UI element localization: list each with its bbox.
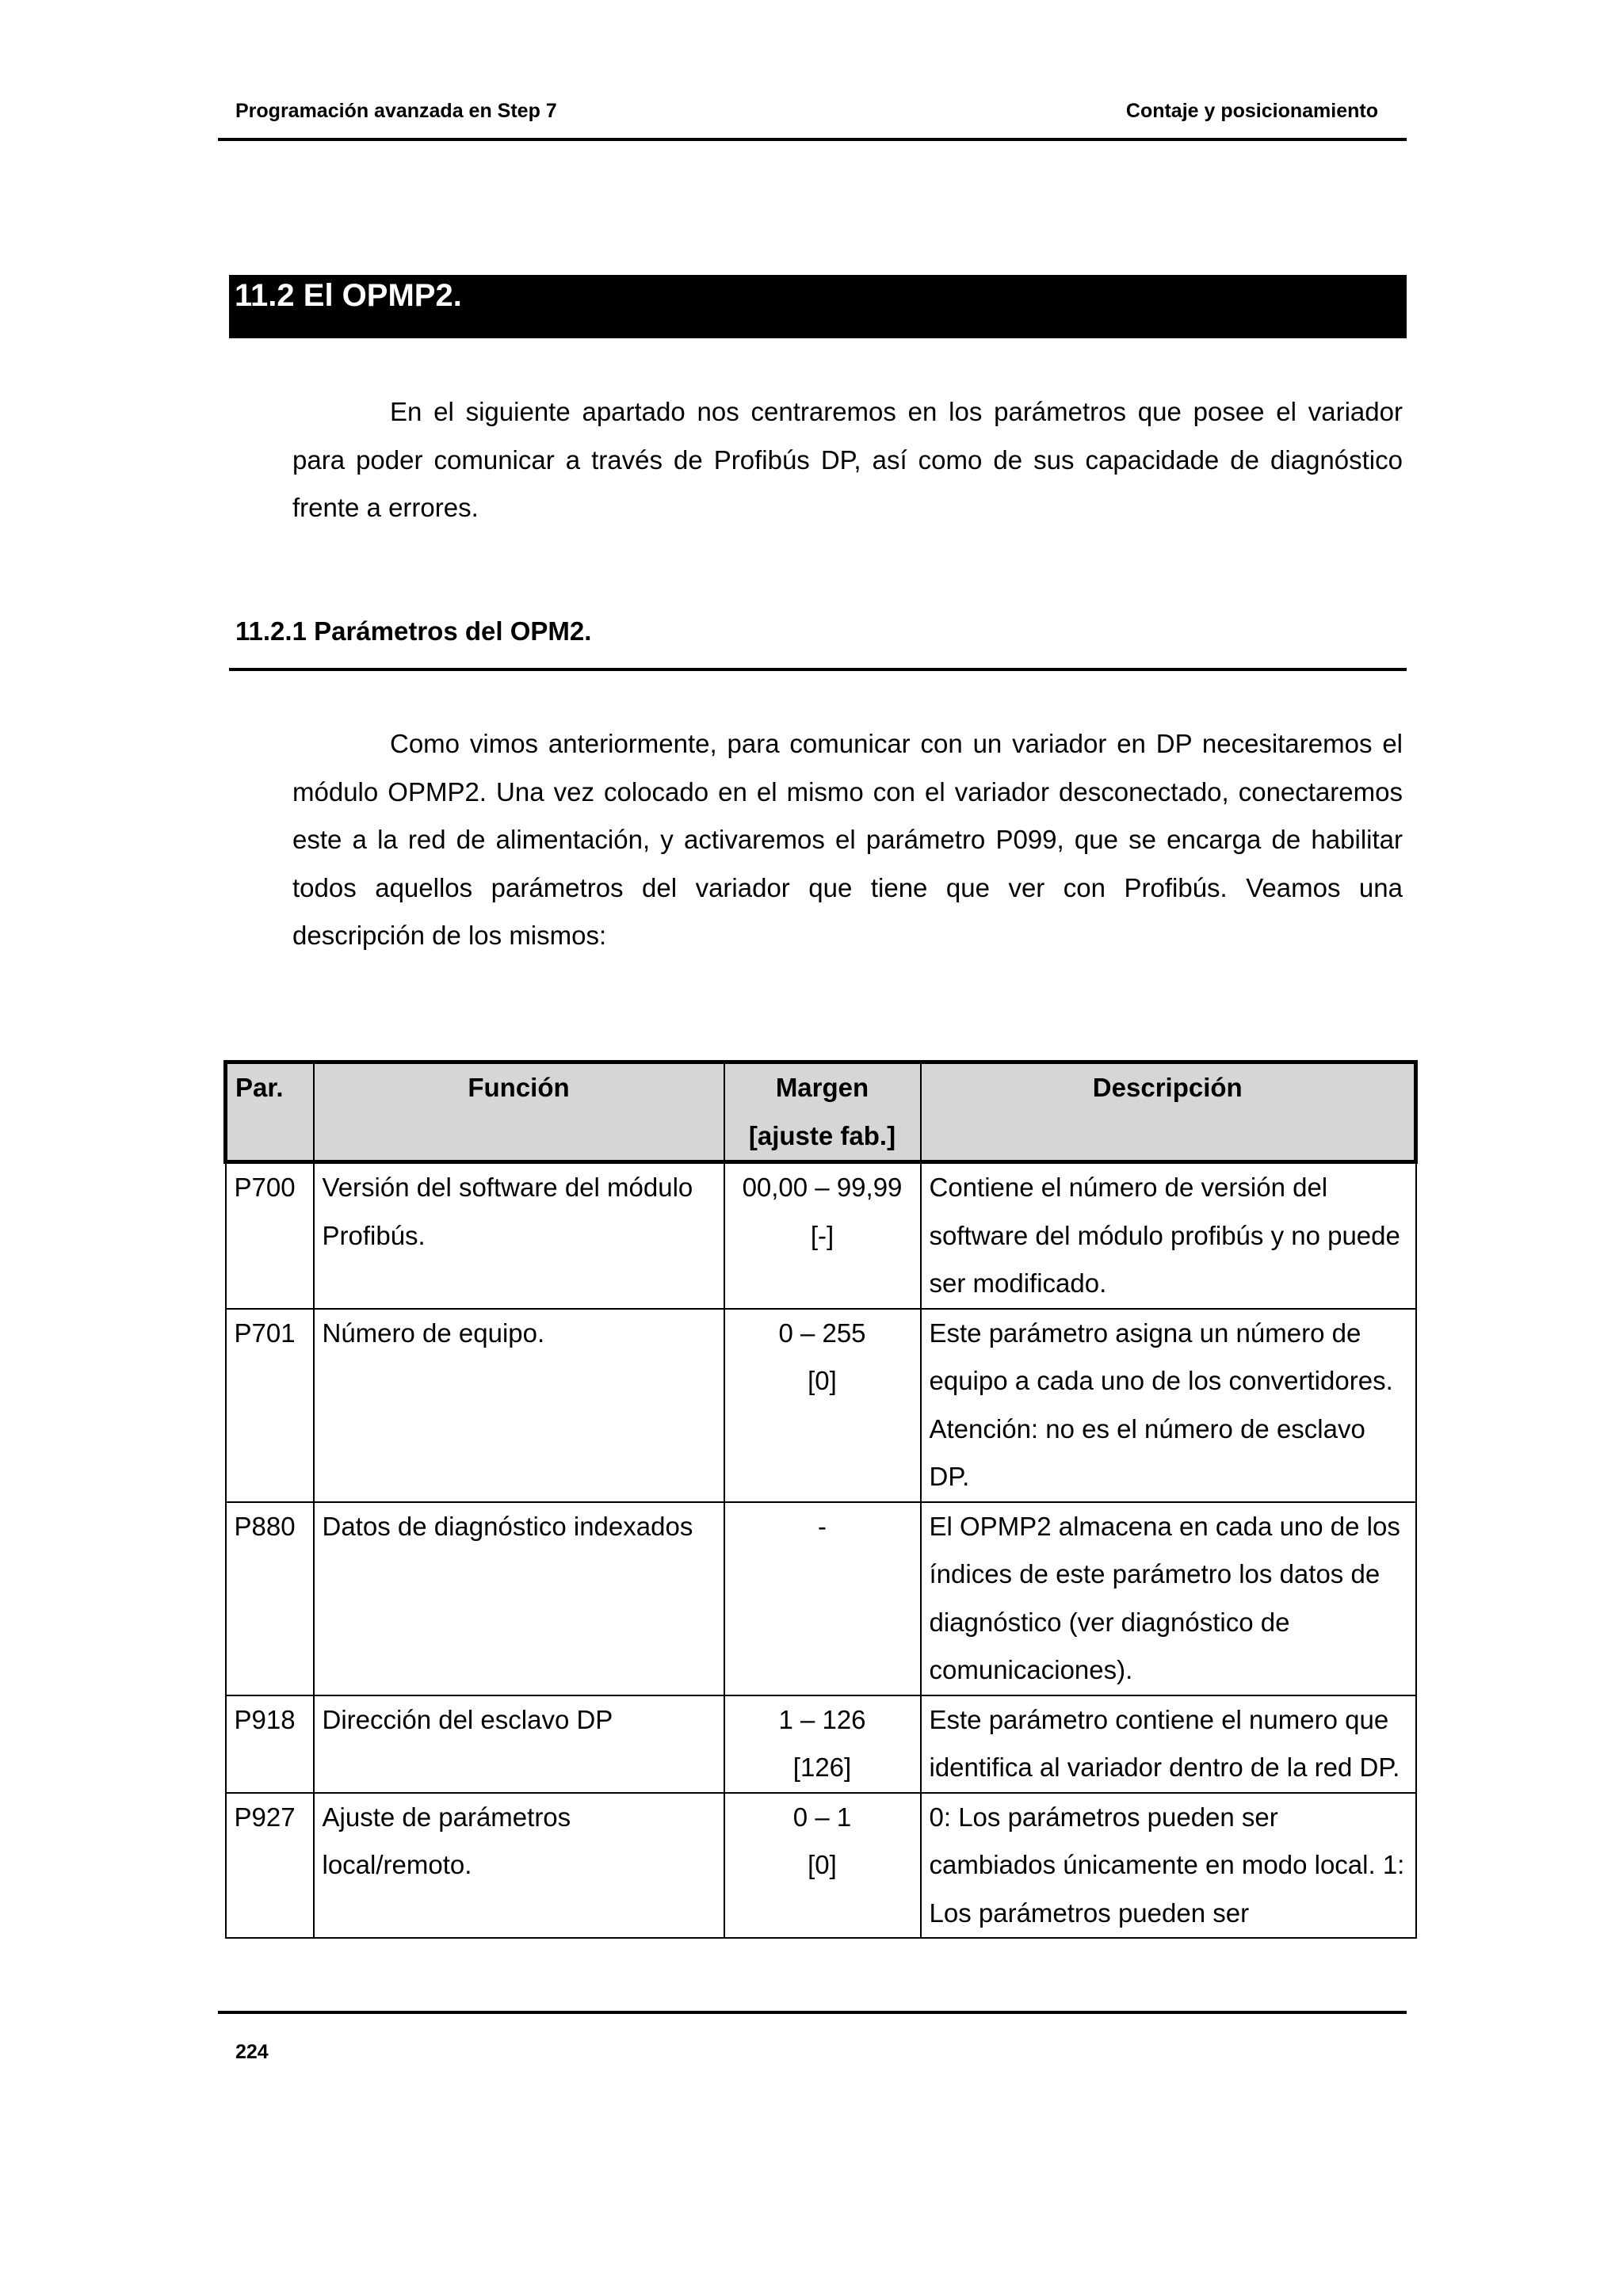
cell-margen-default: [-] <box>810 1220 834 1250</box>
body-paragraph <box>292 720 1403 960</box>
cell-margen-range: 0 – 1 <box>792 1802 852 1832</box>
cell-descripcion: Contiene el número de versión del software del módulo profibús y no puede ser modificado. <box>921 1162 1416 1309</box>
intro-paragraph <box>292 388 1403 532</box>
intro-paragraph-text: En el siguiente apartado nos centraremos en los parámetros que posee el variador para poder comunicar a través de Profibús DP, así como de sus capacidade de diagnóstico frente a errores. <box>292 397 1403 522</box>
header-margen-line1: Margen <box>775 1073 869 1102</box>
table-row <box>226 1162 1416 1309</box>
header-rule <box>218 138 1407 141</box>
cell-margen <box>724 1695 921 1793</box>
table-row <box>226 1793 1416 1939</box>
cell-margen-default: [0] <box>808 1850 837 1879</box>
running-header-right: Contaje y posicionamiento <box>1125 100 1378 122</box>
parameters-table <box>223 1060 1418 1939</box>
cell-par: P918 <box>226 1695 314 1793</box>
cell-descripcion: 0: Los parámetros pueden ser cambiados únicamente en modo local. 1: Los parámetros pueden ser <box>921 1793 1416 1939</box>
header-margen-line2: [ajuste fab.] <box>748 1120 896 1150</box>
body-paragraph-text: Como vimos anteriormente, para comunicar con un variador en DP necesitaremos el módulo OPMP2. Una vez colocado en el mismo con el variador desconectado, conectaremos este a la red de alimentación, y activaremos el parámetro P099, que se encarga de habilitar todos aquellos parámetros del variador que tiene que ver con Profibús. Veamos una descripción de los mismos: <box>292 729 1403 950</box>
section-heading: 11.2 El OPMP2. <box>229 275 1407 338</box>
table-header-row <box>226 1062 1416 1162</box>
cell-par: P701 <box>226 1309 314 1502</box>
table-row <box>226 1695 1416 1793</box>
header-descripcion: Descripción <box>921 1062 1416 1162</box>
cell-margen-range: 1 – 126 <box>778 1704 866 1734</box>
cell-funcion: Número de equipo. <box>314 1309 724 1502</box>
cell-descripcion: Este parámetro asigna un número de equipo a cada uno de los convertidores. Atención: no es el número de esclavo DP. <box>921 1309 1416 1502</box>
cell-margen-range: - <box>818 1511 827 1541</box>
header-funcion: Función <box>314 1062 724 1162</box>
cell-margen-range: 00,00 – 99,99 <box>742 1173 903 1202</box>
page-number: 224 <box>235 2041 269 2063</box>
cell-par: P927 <box>226 1793 314 1939</box>
subsection-heading: 11.2.1 Parámetros del OPM2. <box>235 616 592 646</box>
header-par: Par. <box>226 1062 314 1162</box>
cell-margen-default: [126] <box>792 1753 852 1782</box>
footer-rule <box>218 2011 1407 2014</box>
cell-descripcion: El OPMP2 almacena en cada uno de los índices de este parámetro los datos de diagnóstico (ver diagnóstico de comunicaciones). <box>921 1502 1416 1695</box>
cell-margen <box>724 1793 921 1939</box>
header-margen <box>724 1062 921 1162</box>
cell-funcion: Dirección del esclavo DP <box>314 1695 724 1793</box>
cell-margen-default: [0] <box>808 1366 837 1395</box>
table-row <box>226 1309 1416 1502</box>
running-header-left: Programación avanzada en Step 7 <box>235 100 557 122</box>
cell-funcion: Datos de diagnóstico indexados <box>314 1502 724 1695</box>
cell-descripcion: Este parámetro contiene el numero que identifica al variador dentro de la red DP. <box>921 1695 1416 1793</box>
cell-margen <box>724 1162 921 1309</box>
subsection-rule <box>229 668 1407 671</box>
cell-margen-range: 0 – 255 <box>778 1318 866 1348</box>
cell-margen <box>724 1502 921 1695</box>
table-row <box>226 1502 1416 1695</box>
cell-funcion: Versión del software del módulo Profibús. <box>314 1162 724 1309</box>
cell-par: P880 <box>226 1502 314 1695</box>
cell-par: P700 <box>226 1162 314 1309</box>
cell-margen <box>724 1309 921 1502</box>
cell-funcion: Ajuste de parámetros local/remoto. <box>314 1793 724 1939</box>
